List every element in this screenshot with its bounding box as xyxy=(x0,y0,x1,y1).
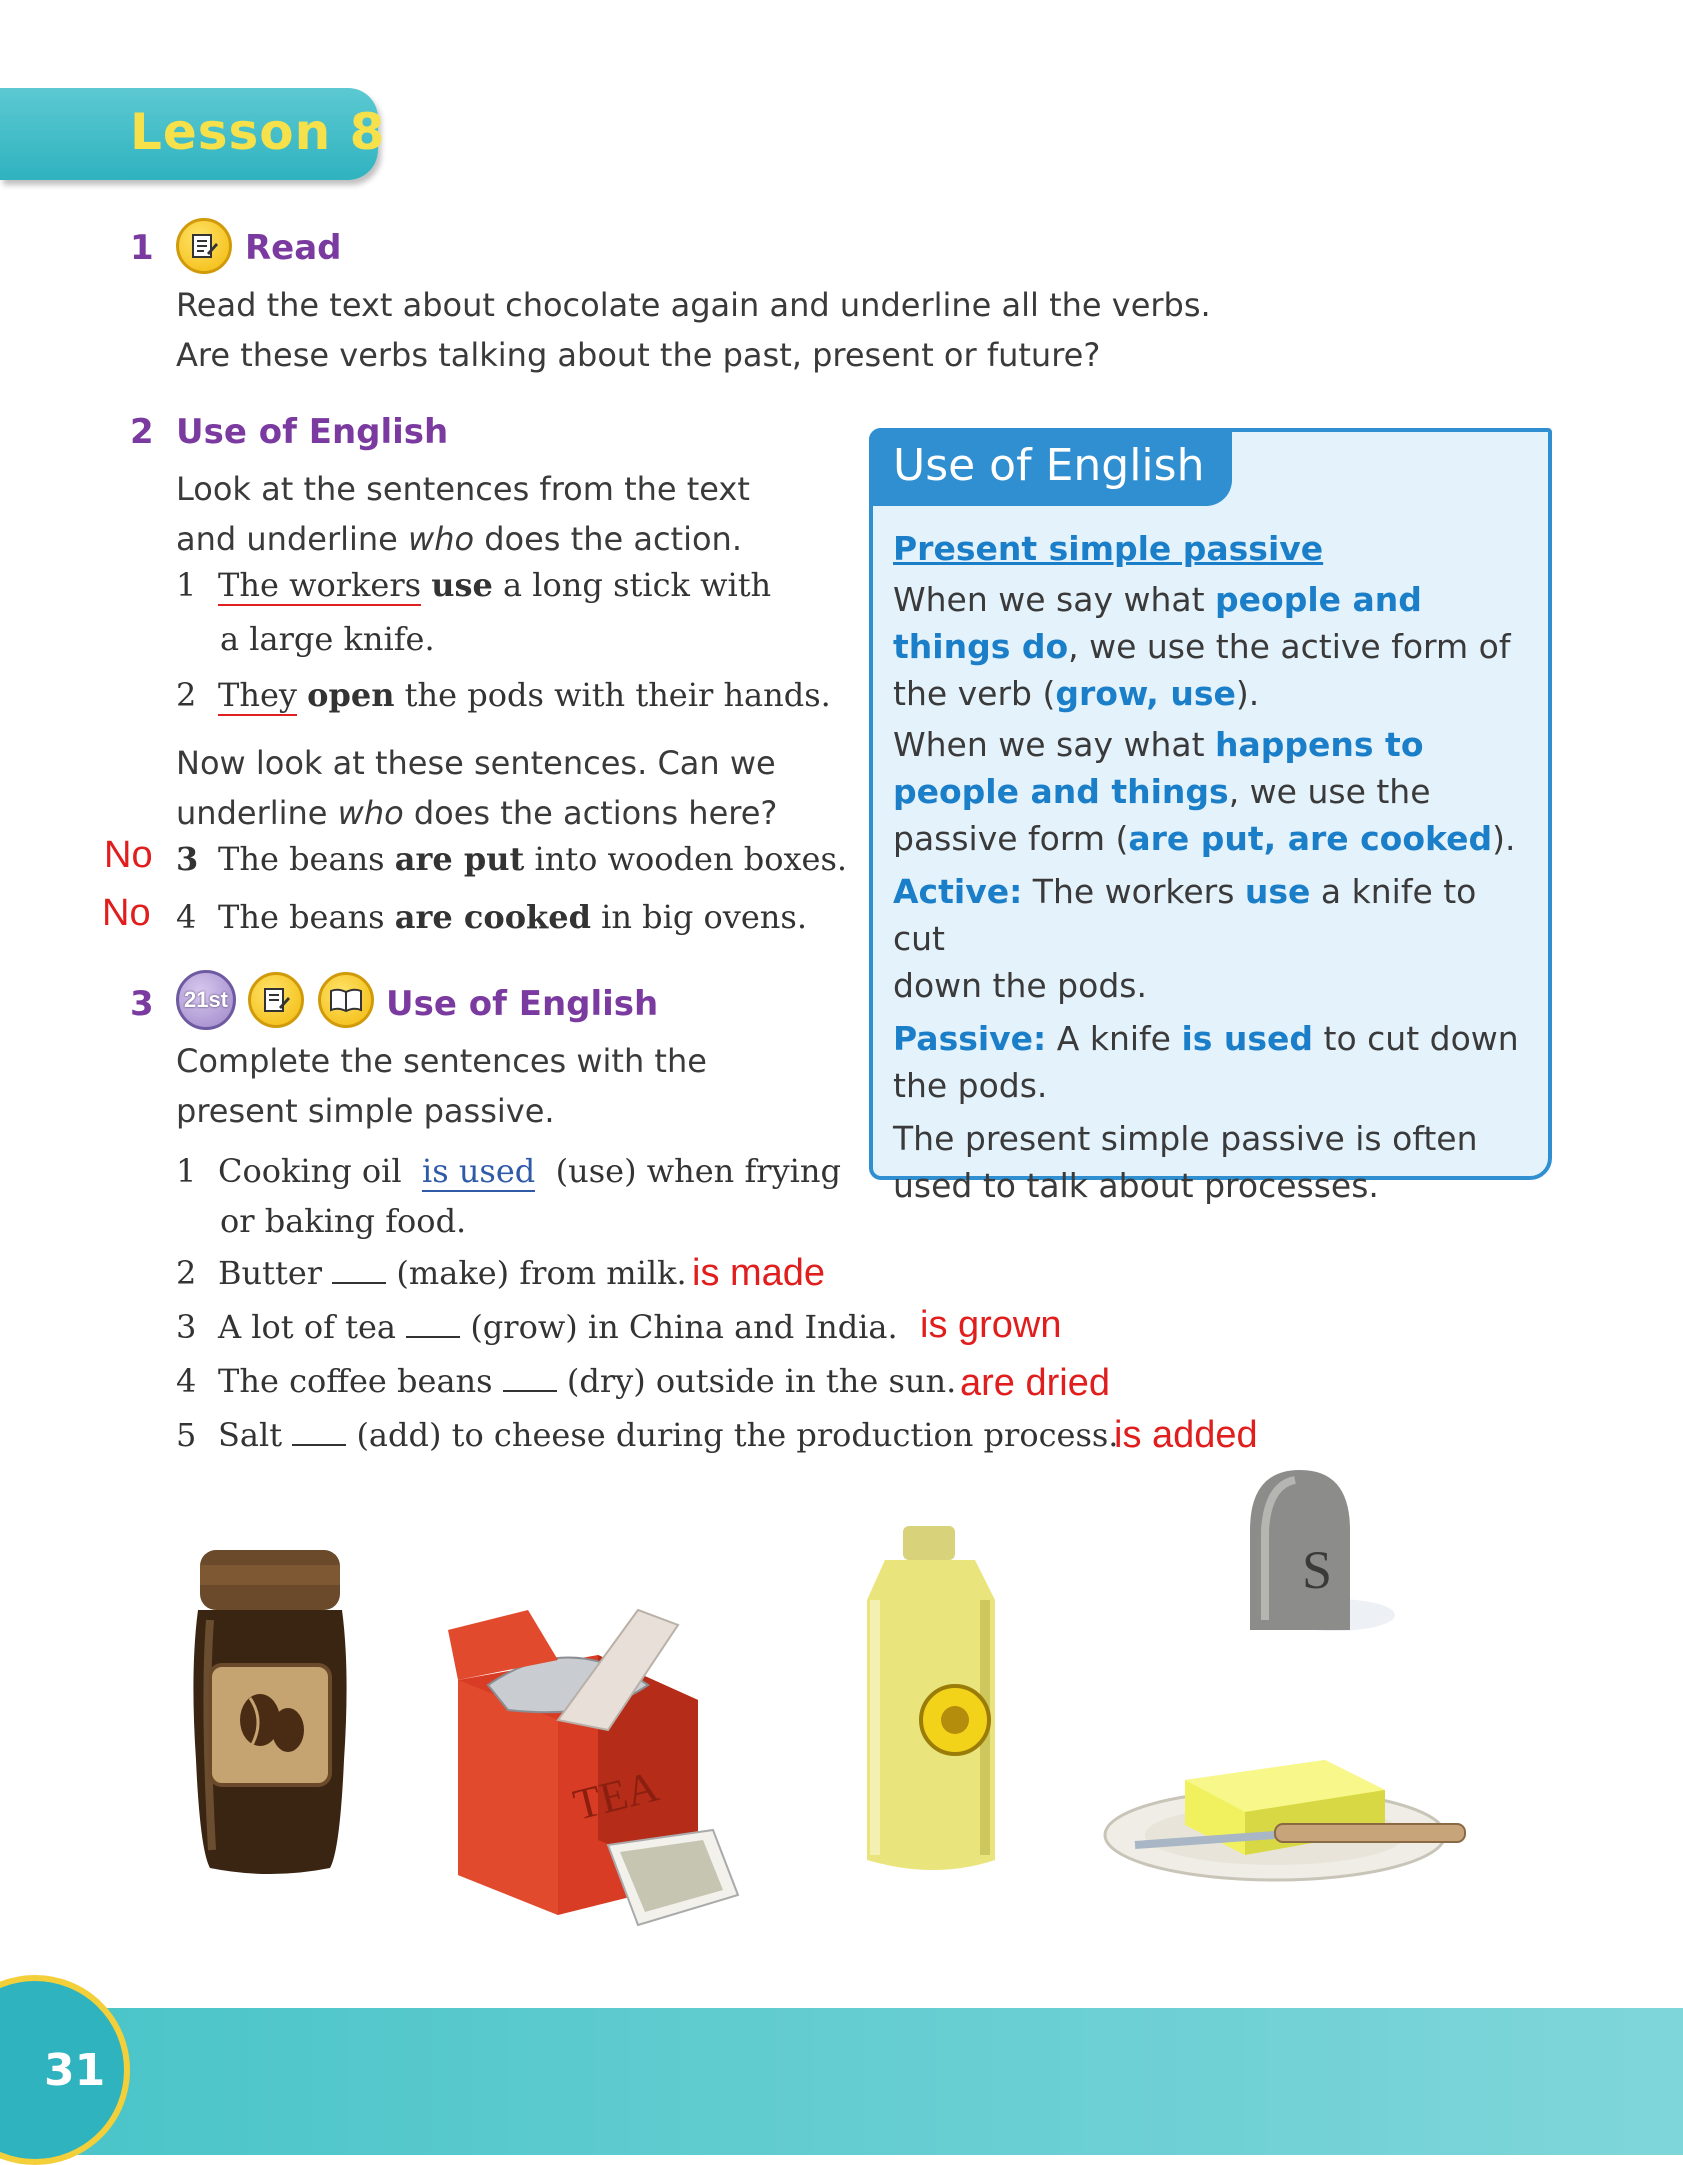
use-of-english-box-content xyxy=(893,525,1533,1209)
21st-century-skills-icon: 21st xyxy=(176,970,236,1030)
lesson-title: Lesson 8 xyxy=(130,103,386,161)
section1-number: 1 xyxy=(130,228,154,268)
tea-box-label: TEA xyxy=(568,1761,664,1830)
section3-instr-line2: present simple passive. xyxy=(176,1092,555,1130)
s2-sentence-2: 2 They open the pods with their hands. xyxy=(176,676,831,714)
grammar-paragraph-2: When we say what happens to people and things, we use the passive form (are put, are cooked). xyxy=(893,725,1516,858)
section2-intro2 xyxy=(176,738,856,838)
annotation-no-4: No xyxy=(102,892,151,934)
cooking-oil-bottle-image xyxy=(845,1520,1025,1880)
grammar-subtitle: Present simple passive xyxy=(893,529,1324,568)
grammar-paragraph-1: When we say what people and things do, we use the active form of the verb (grow, use). xyxy=(893,580,1511,713)
salt-shaker-image xyxy=(1230,1460,1400,1640)
section1-line2: Are these verbs talking about the past, present or future? xyxy=(176,336,1101,374)
s3-item-5: 5 Salt (add) to cheese during the production process. xyxy=(176,1416,1119,1454)
section2-intro2-line2: underline who does the actions here? xyxy=(176,794,778,832)
s2-subject-1: The workers xyxy=(218,566,422,604)
annotation-is-grown: is grown xyxy=(920,1304,1062,1346)
s2-sentence-3: 3 The beans are put into wooden boxes. xyxy=(176,840,848,878)
activity-book-icon xyxy=(318,972,374,1028)
footer-band xyxy=(0,2008,1683,2155)
s3-item-1-answer: is used xyxy=(421,1152,536,1190)
grammar-passive-example: Passive: A knife is used to cut down the pods. xyxy=(893,1019,1519,1105)
s2-sentence-1-cont: a large knife. xyxy=(220,620,435,658)
section2-intro-line2: and underline who does the action. xyxy=(176,520,742,558)
tea-box-image xyxy=(448,1590,768,1930)
salt-shaker-label: S xyxy=(1302,1540,1333,1600)
s2-sentence-1: 1 The workers use a long stick with xyxy=(176,566,772,604)
read-icon xyxy=(176,218,232,274)
section1-instructions xyxy=(176,280,1211,380)
grammar-active-example: Active: The workers use a knife to cut down the pods. xyxy=(893,872,1477,1005)
section3-instr-line1: Complete the sentences with the xyxy=(176,1042,707,1080)
section2-intro xyxy=(176,464,816,564)
annotation-is-added: is added xyxy=(1114,1414,1258,1456)
section1-title: Read xyxy=(245,228,342,268)
s2-sentence-4: 4 The beans are cooked in big ovens. xyxy=(176,898,807,936)
s3-item-2: 2 Butter (make) from milk. xyxy=(176,1254,687,1292)
section2-number: 2 xyxy=(130,412,154,452)
annotation-is-made: is made xyxy=(692,1252,826,1294)
page-number: 31 xyxy=(44,2045,106,2096)
annotation-no-3: No xyxy=(104,834,153,876)
section3-number: 3 xyxy=(130,984,154,1024)
s3-item-4: 4 The coffee beans (dry) outside in the sun. xyxy=(176,1362,957,1400)
section2-intro2-line1: Now look at these sentences. Can we xyxy=(176,744,776,782)
notebook-icon xyxy=(248,972,304,1028)
coffee-jar-image xyxy=(190,1550,350,1880)
section3-title: Use of English xyxy=(386,984,659,1024)
use-of-english-box-title: Use of English xyxy=(893,440,1205,491)
section2-intro-line1: Look at the sentences from the text xyxy=(176,470,750,508)
annotation-are-dried: are dried xyxy=(960,1362,1110,1404)
s3-item-1-cont: or baking food. xyxy=(220,1202,467,1240)
butter-dish-image xyxy=(1095,1720,1495,1900)
grammar-paragraph-3: The present simple passive is often used to talk about processes. xyxy=(893,1119,1478,1205)
s3-item-1: 1 Cooking oil is used (use) when frying xyxy=(176,1152,841,1190)
s3-item-3: 3 A lot of tea (grow) in China and India. xyxy=(176,1308,898,1346)
section2-title: Use of English xyxy=(176,412,449,452)
section1-line1: Read the text about chocolate again and underline all the verbs. xyxy=(176,286,1211,324)
section3-instructions xyxy=(176,1036,707,1136)
s2-subject-2: They xyxy=(218,676,297,714)
